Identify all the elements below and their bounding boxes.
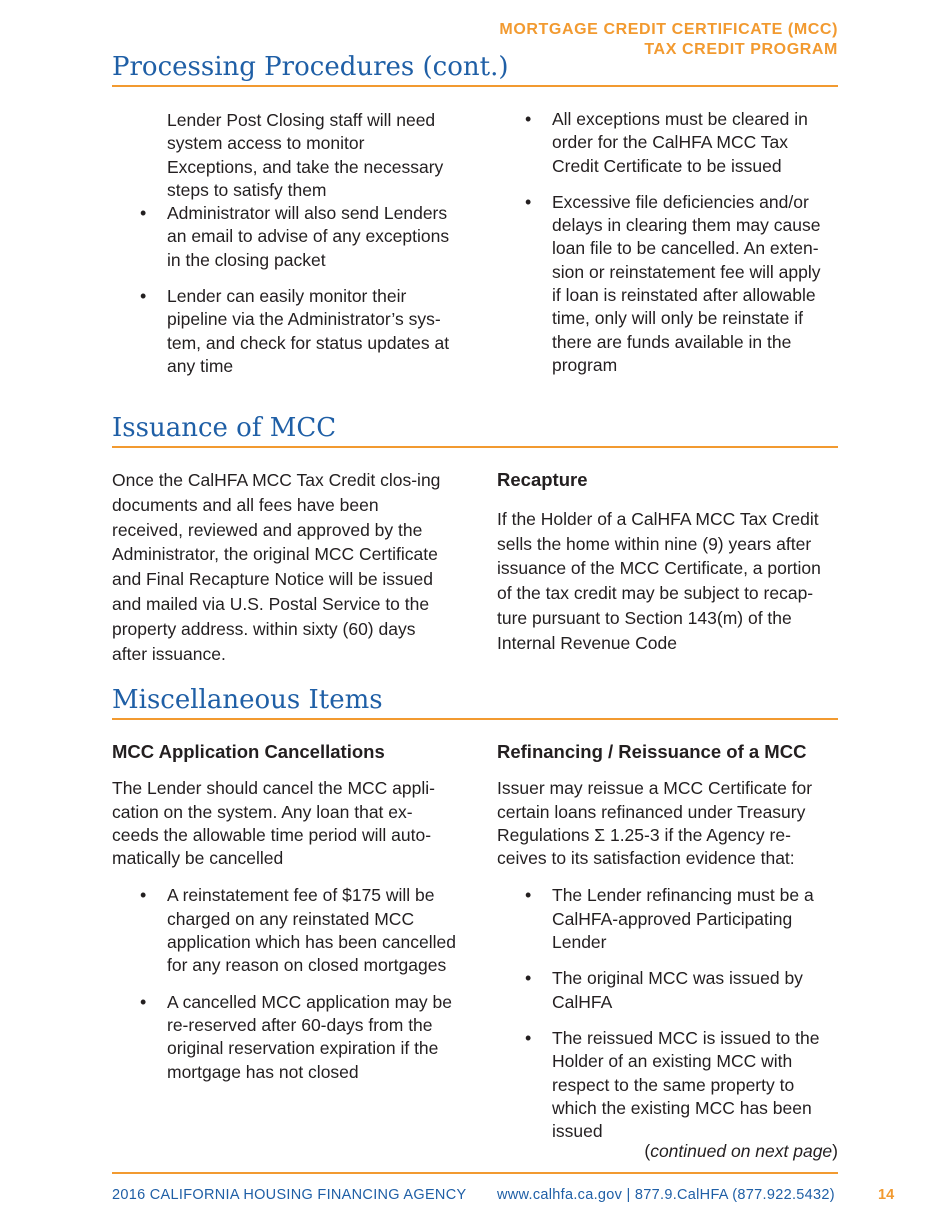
issuance-left-column bbox=[112, 468, 452, 666]
list-item: • A reinstatement fee of $175 will be charged on any reinstated MCC application which has been cancelled for any reason on closed mortgages bbox=[140, 885, 456, 976]
refinancing-bullets bbox=[497, 884, 833, 1143]
bullet-icon: • bbox=[140, 991, 147, 1012]
bullet-icon: • bbox=[525, 1027, 532, 1048]
processing-left-column bbox=[112, 109, 457, 391]
footer-divider bbox=[112, 1172, 838, 1174]
list-item: • Excessive file deficiencies and/or delays in clearing them may cause loan file to be cancelled. An exten-sion or reinstatement fee will apply if loan is reinstated after allowable time, only will only be reinstate if there are funds available in the program bbox=[525, 191, 821, 375]
bullet-icon: • bbox=[140, 203, 147, 224]
header-line-2: TAX CREDIT PROGRAM bbox=[644, 41, 838, 58]
bullet-icon: • bbox=[525, 968, 532, 989]
processing-right-bullets bbox=[497, 108, 833, 377]
list-item: • The Lender refinancing must be a CalHFA-approved Participating Lender bbox=[525, 885, 814, 953]
bullet-icon: • bbox=[525, 109, 532, 129]
list-item: • The original MCC was issued by CalHFA bbox=[525, 968, 803, 1012]
continued-note: (continued on next page) bbox=[644, 1141, 838, 1161]
processing-title: Processing Procedures (cont.) bbox=[112, 50, 838, 87]
list-item: • Administrator will also send Lenders an email to advise of any exceptions in the closing packet bbox=[140, 203, 450, 270]
list-item: • The reissued MCC is issued to the Holder of an existing MCC with respect to the same property to which the existing MCC has been issued bbox=[525, 1027, 820, 1142]
bullet-icon: • bbox=[525, 885, 532, 906]
continued-text: continued on next page bbox=[650, 1141, 833, 1161]
issuance-body: Once the CalHFA MCC Tax Credit clos-ing documents and all fees have been received, reviewed and approved by the Administrator, the original MCC Certificate and Final Recapture Notice will be issued and mailed via U.S. Postal Service to the property address. within sixty (60) days after issuance. bbox=[112, 470, 441, 664]
recapture-column bbox=[497, 468, 833, 656]
cancellations-bullets bbox=[112, 884, 457, 1083]
bullet-icon: • bbox=[140, 885, 147, 906]
bullet-icon: • bbox=[140, 286, 147, 307]
list-item: • All exceptions must be cleared in order for the CalHFA MCC Tax Credit Certificate to be issued bbox=[525, 109, 808, 176]
misc-title: Miscellaneous Items bbox=[112, 683, 838, 720]
recapture-body: If the Holder of a CalHFA MCC Tax Credit sells the home within nine (9) years after issuance of the MCC Certificate, a portion of the tax credit may be subject to recap-ture pursuant to Section 143(m) of the Internal Revenue Code bbox=[497, 508, 821, 653]
refinancing-heading: Refinancing / Reissuance of a MCC bbox=[497, 741, 807, 762]
cancellations-heading: MCC Application Cancellations bbox=[112, 741, 385, 762]
footer-contact-link[interactable]: www.calhfa.ca.gov | 877.9.CalHFA (877.922.5432) bbox=[497, 1187, 835, 1203]
list-item: • Lender can easily monitor their pipeline via the Administrator’s sys-tem, and check for status updates at any time bbox=[140, 286, 450, 376]
refinancing-column bbox=[497, 740, 833, 1156]
processing-right-column bbox=[497, 108, 833, 390]
issuance-title: Issuance of MCC bbox=[112, 411, 838, 448]
bullet-icon: • bbox=[525, 191, 532, 212]
cancellations-column bbox=[112, 740, 457, 1097]
footer-agency: 2016 CALIFORNIA HOUSING FINANCING AGENCY bbox=[112, 1187, 467, 1203]
refinancing-body: Issuer may reissue a MCC Certificate for certain loans refinanced under Treasury Regulations Σ 1.25-3 if the Agency re-ceives to its satisfaction evidence that: bbox=[497, 778, 813, 869]
recapture-heading: Recapture bbox=[497, 469, 588, 490]
header-line-1: MORTGAGE CREDIT CERTIFICATE (MCC) bbox=[499, 21, 838, 38]
processing-left-bullets bbox=[112, 202, 457, 378]
list-item: • A cancelled MCC application may be re-reserved after 60-days from the original reservation expiration if the mortgage has not closed bbox=[140, 991, 453, 1082]
processing-continuation-text: Lender Post Closing staff will need system access to monitor Exceptions, and take the necessary steps to satisfy them bbox=[167, 110, 444, 200]
page-number: 14 bbox=[878, 1187, 895, 1203]
cancellations-body: The Lender should cancel the MCC appli-cation on the system. Any loan that ex-ceeds the allowable time period will auto-matically be cancelled bbox=[112, 778, 435, 869]
